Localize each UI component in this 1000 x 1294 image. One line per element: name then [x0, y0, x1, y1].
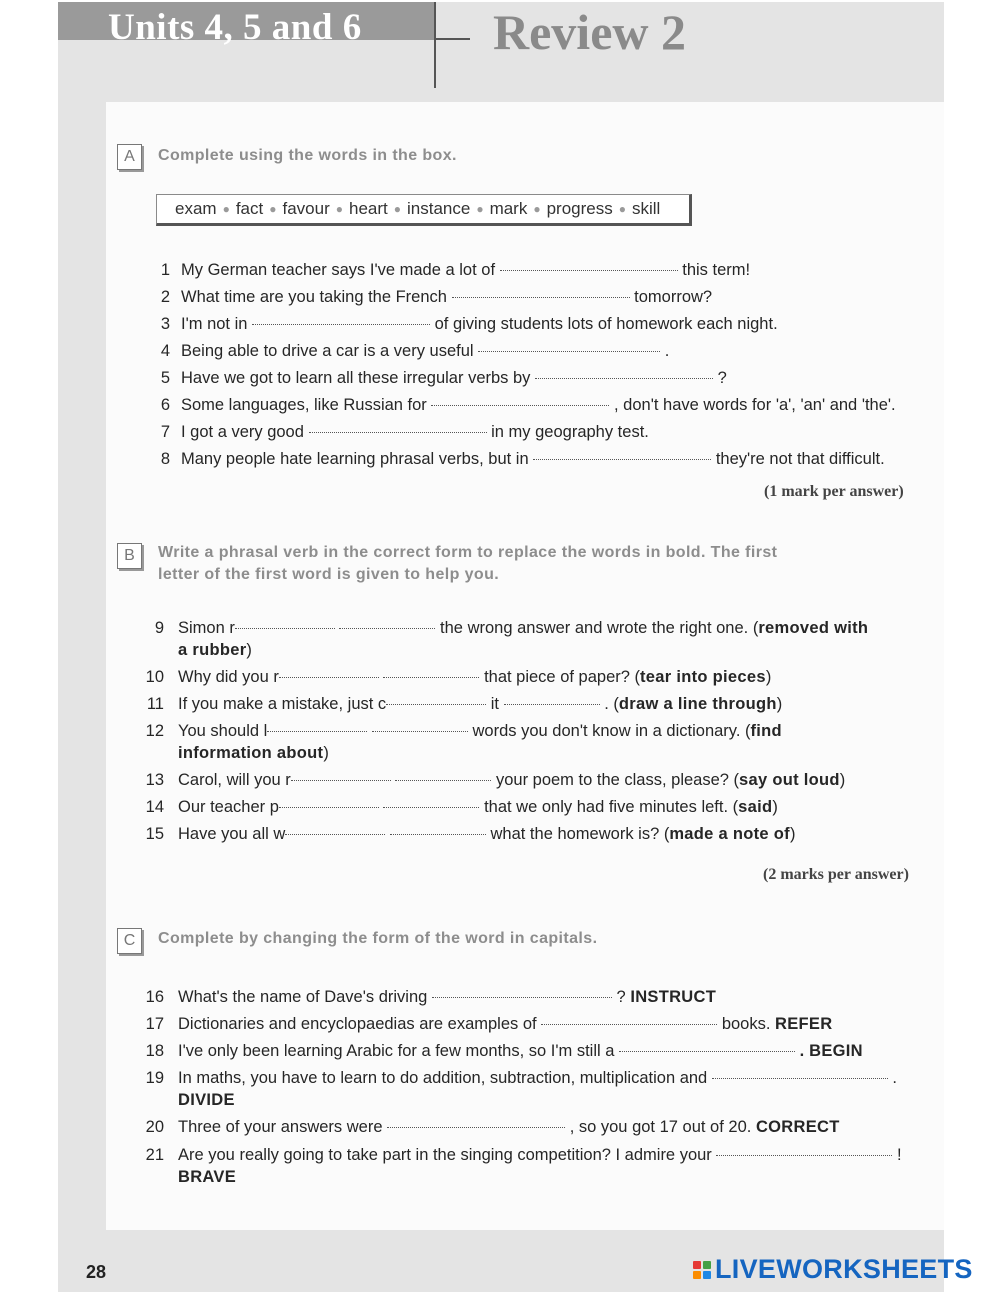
bold-hint: find	[750, 722, 782, 740]
answer-blank[interactable]	[500, 270, 678, 271]
answer-blank[interactable]	[267, 731, 367, 732]
question-text: ?	[616, 988, 626, 1006]
answer-blank[interactable]	[478, 351, 660, 352]
question-text: Why did you r	[178, 668, 279, 686]
answer-blank[interactable]	[716, 1155, 892, 1156]
bullet-icon: ●	[335, 202, 343, 216]
question-number: 15	[145, 825, 164, 843]
question-text: I've only been learning Arabic for a few months, so I'm still a	[178, 1042, 615, 1060]
liveworksheets-brand: LIVEWORKSHEETS	[715, 1254, 973, 1284]
header-divider-vertical	[434, 2, 436, 88]
question-text: What time are you taking the French	[181, 288, 447, 306]
keyword: DIVIDE	[178, 1091, 235, 1109]
liveworksheets-logo-icon	[693, 1261, 711, 1279]
question-text: , so you got 17 out of 20.	[569, 1118, 752, 1136]
question-number: 12	[145, 722, 164, 740]
question-text: If you make a mistake, just c	[178, 695, 387, 713]
question-text: Some languages, like Russian for	[181, 396, 427, 414]
answer-blank[interactable]	[533, 459, 711, 460]
answer-blank[interactable]	[383, 807, 479, 808]
section-c-label: C	[117, 928, 142, 954]
question-text: they're not that difficult.	[715, 450, 885, 468]
question-text: I'm not in	[181, 315, 248, 333]
question-text: ?	[717, 369, 727, 387]
question-number: 1	[160, 261, 170, 279]
question-number: 16	[145, 988, 164, 1006]
answer-blank[interactable]	[235, 628, 335, 629]
keyword: BRAVE	[178, 1168, 237, 1186]
word-box-item: skill	[631, 199, 661, 218]
question-text: Many people hate learning phrasal verbs, but in	[181, 450, 529, 468]
question-number: 13	[145, 771, 164, 789]
question-number: 10	[145, 668, 164, 686]
answer-blank[interactable]	[339, 628, 435, 629]
keyword: BEGIN	[809, 1042, 863, 1060]
section-c-instruction: Complete by changing the form of the word in capitals.	[158, 930, 598, 947]
bullet-icon: ●	[618, 202, 626, 216]
question-text: the wrong answer and wrote the right one. (	[440, 619, 759, 637]
question-text: )	[323, 744, 329, 762]
word-box-item: fact	[235, 199, 264, 218]
question-number: 3	[160, 315, 170, 333]
word-box-item: progress	[546, 199, 613, 218]
word-box-item: exam	[175, 199, 217, 218]
bold-hint: made a note of	[669, 825, 790, 843]
question-number: 4	[160, 342, 170, 360]
question-text: .	[799, 1042, 805, 1060]
answer-blank[interactable]	[285, 834, 385, 835]
word-box-item: heart	[348, 199, 388, 218]
question-text: .	[892, 1069, 898, 1087]
answer-blank[interactable]	[619, 1051, 795, 1052]
answer-blank[interactable]	[504, 704, 600, 705]
answer-blank[interactable]	[390, 834, 486, 835]
question-number: 19	[145, 1069, 164, 1087]
question-text: your poem to the class, please? (	[495, 771, 740, 789]
question-text: !	[896, 1146, 902, 1164]
word-box-item: mark	[489, 199, 528, 218]
question-number: 11	[146, 695, 164, 713]
answer-blank[interactable]	[383, 677, 479, 678]
question-text: )	[765, 668, 772, 686]
question-text: words you don't know in a dictionary. (	[472, 722, 751, 740]
answer-blank[interactable]	[432, 997, 612, 998]
answer-blank[interactable]	[541, 1024, 717, 1025]
answer-blank[interactable]	[387, 1127, 565, 1128]
keyword: CORRECT	[755, 1118, 840, 1136]
question-text: .	[664, 342, 670, 360]
question-text: Have you all w	[178, 825, 286, 843]
question-text: )	[246, 641, 252, 659]
question-number: 7	[160, 423, 170, 441]
question-text: of giving students lots of homework each night.	[434, 315, 778, 333]
answer-blank[interactable]	[309, 432, 487, 433]
answer-blank[interactable]	[279, 807, 379, 808]
question-text: What's the name of Dave's driving	[178, 988, 428, 1006]
bold-hint: tear into pieces	[640, 668, 766, 686]
bold-hint: information about	[178, 744, 324, 762]
question-text: that we only had five minutes left. (	[484, 798, 739, 816]
answer-blank[interactable]	[452, 297, 630, 298]
question-text: books.	[721, 1015, 771, 1033]
question-number: 8	[160, 450, 170, 468]
question-text: I got a very good	[181, 423, 304, 441]
question-text: tomorrow?	[634, 288, 713, 306]
answer-blank[interactable]	[279, 677, 379, 678]
question-text: what the homework is? (	[490, 825, 670, 843]
bullet-icon: ●	[269, 202, 277, 216]
question-text: Are you really going to take part in the singing competition? I admire your	[178, 1146, 712, 1164]
question-number: 20	[145, 1118, 164, 1136]
word-box-item: favour	[282, 199, 330, 218]
review-title: Review 2	[493, 4, 686, 60]
question-number: 21	[145, 1146, 164, 1164]
answer-blank[interactable]	[712, 1078, 888, 1079]
question-number: 9	[154, 619, 164, 637]
word-box	[156, 194, 692, 226]
answer-blank[interactable]	[535, 378, 713, 379]
section-b-label: B	[117, 543, 142, 569]
question-text: )	[776, 695, 783, 713]
bullet-icon: ●	[533, 202, 541, 216]
question-number: 18	[145, 1042, 164, 1060]
question-text: You should l	[178, 722, 268, 740]
question-text: In maths, you have to learn to do addition, subtraction, multiplication and	[178, 1069, 708, 1087]
keyword: REFER	[775, 1015, 833, 1033]
question-text: Dictionaries and encyclopaedias are examples of	[178, 1015, 537, 1033]
question-text: Three of your answers were	[178, 1118, 383, 1136]
bold-hint: draw a line through	[618, 695, 777, 713]
question-text: Carol, will you r	[178, 771, 291, 789]
liveworksheets-logo[interactable]	[693, 1254, 973, 1285]
answer-blank[interactable]	[386, 704, 486, 705]
question-text: this term!	[682, 261, 751, 279]
bullet-icon: ●	[476, 202, 484, 216]
page-number: 28	[86, 1262, 107, 1282]
question-number: 14	[145, 798, 164, 816]
question-text: )	[839, 771, 846, 789]
section-a-label: A	[117, 144, 142, 170]
section-a-instruction: Complete using the words in the box.	[158, 147, 457, 164]
section-a-marks: (1 mark per answer)	[764, 483, 904, 500]
word-box-item: instance	[406, 199, 471, 218]
question-text: Being able to drive a car is a very useful	[181, 342, 474, 360]
question-text: )	[772, 798, 778, 816]
question-text: . (	[604, 695, 619, 713]
answer-blank[interactable]	[431, 405, 609, 406]
answer-blank[interactable]	[252, 324, 430, 325]
section-b-instruction-line-1: Write a phrasal verb in the correct form to replace the words in bold. The first	[158, 544, 778, 561]
bold-hint: a rubber	[178, 641, 247, 659]
question-text: that piece of paper? (	[484, 668, 640, 686]
question-text: Have we got to learn all these irregular verbs by	[181, 369, 531, 387]
header-divider-horizontal	[436, 38, 470, 40]
question-text: Simon r	[178, 619, 235, 637]
question-text: Our teacher p	[178, 798, 279, 816]
section-b-instruction-line-2: letter of the first word is given to help you.	[158, 566, 500, 583]
bold-hint: removed with	[758, 619, 869, 637]
question-text: in my geography test.	[491, 423, 649, 441]
question-text: My German teacher says I've made a lot of	[181, 261, 496, 279]
units-title: Units 4, 5 and 6	[108, 7, 362, 48]
keyword: INSTRUCT	[630, 988, 717, 1006]
bullet-icon: ●	[393, 202, 401, 216]
bullet-icon: ●	[222, 202, 230, 216]
answer-blank[interactable]	[395, 780, 491, 781]
answer-blank[interactable]	[291, 780, 391, 781]
question-number: 2	[160, 288, 170, 306]
question-text: it	[490, 695, 500, 713]
question-number: 17	[145, 1015, 164, 1033]
question-text: )	[789, 825, 796, 843]
bold-hint: said	[738, 798, 773, 816]
bold-hint: say out loud	[739, 771, 840, 789]
section-b-marks: (2 marks per answer)	[763, 866, 909, 883]
question-text: , don't have words for 'a', 'an' and 'the'.	[614, 396, 896, 414]
question-number: 6	[160, 396, 170, 414]
question-number: 5	[160, 369, 170, 387]
answer-blank[interactable]	[372, 731, 468, 732]
